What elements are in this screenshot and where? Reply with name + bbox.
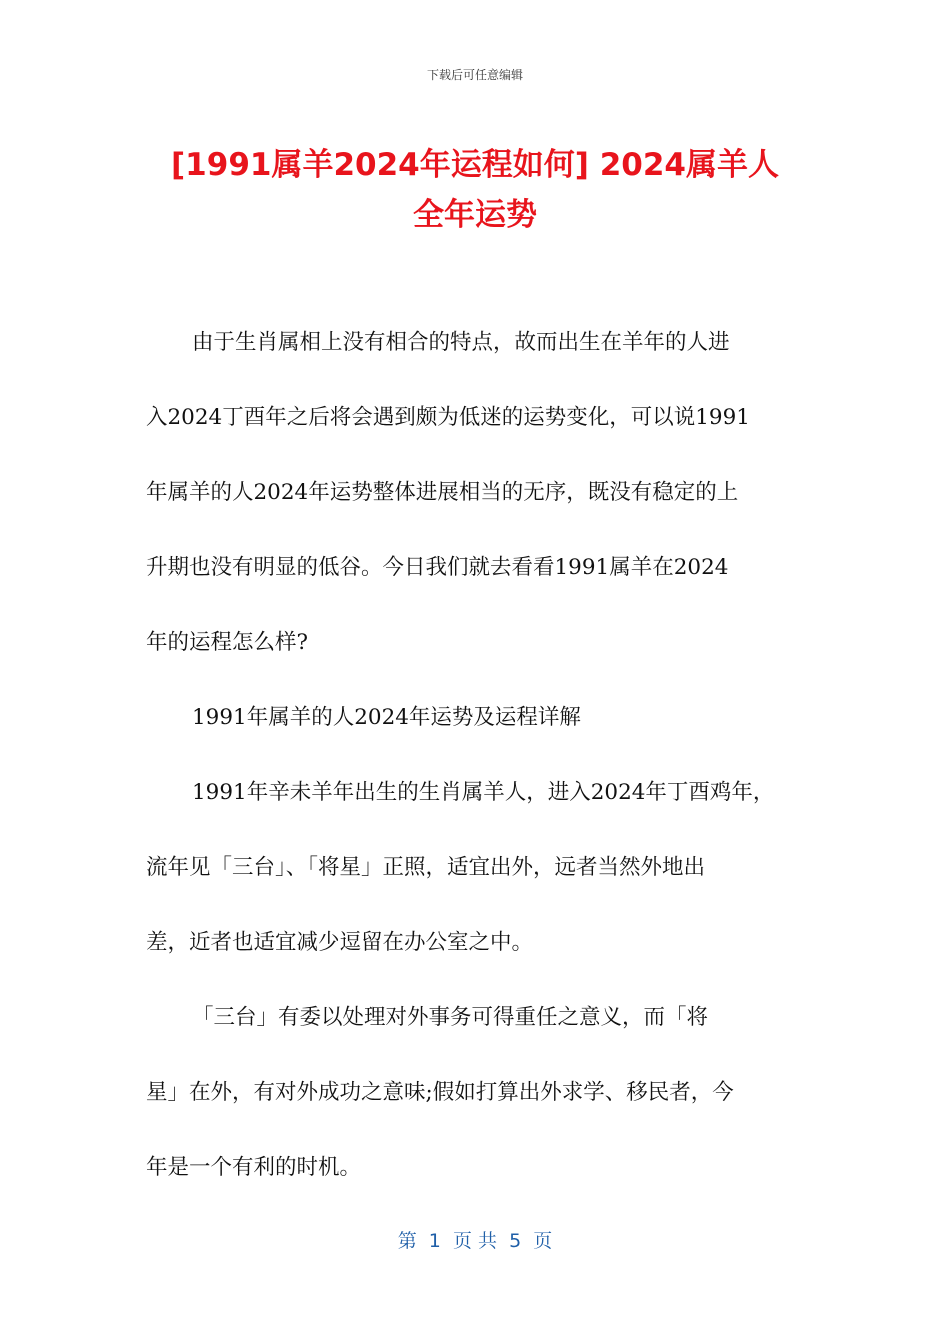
text-line: 升期也没有明显的低谷。今日我们就去看看1991属羊在2024 xyxy=(146,555,729,580)
header-note: 下载后可任意编辑 xyxy=(426,68,523,82)
text-line: 年属羊的人2024年运势整体进展相当的无序，既没有稳定的上 xyxy=(146,480,739,505)
body-text xyxy=(146,320,806,1220)
text-line: 1991年辛未羊年出生的生肖属羊人，进入2024年丁酉鸡年， xyxy=(192,780,775,805)
title-line-2: 全年运势 xyxy=(413,197,537,233)
text-line: 星」在外，有对外成功之意味;假如打算出外求学、移民者，今 xyxy=(146,1080,734,1105)
page-number-footer: 第 1 页 共 5 页 xyxy=(397,1230,553,1252)
text-line: 入2024丁酉年之后将会遇到颇为低迷的运势变化，可以说1991 xyxy=(146,405,750,430)
text-line: 由于生肖属相上没有相合的特点，故而出生在羊年的人进 xyxy=(192,330,730,355)
text-line: 年的运程怎么样? xyxy=(146,630,309,655)
document-title xyxy=(120,140,830,240)
text-line: 流年见「三台」、「将星」正照，适宜出外，远者当然外地出 xyxy=(146,855,706,880)
text-line: 差，近者也适宜减少逗留在办公室之中。 xyxy=(146,930,534,955)
text-line: 「三台」有委以处理对外事务可得重任之意义，而「将 xyxy=(192,1005,709,1030)
title-line-1: [1991属羊2024年运程如何] 2024属羊人 xyxy=(171,147,779,183)
text-line: 1991年属羊的人2024年运势及运程详解 xyxy=(192,705,581,730)
text-line: 年是一个有利的时机。 xyxy=(146,1155,362,1180)
